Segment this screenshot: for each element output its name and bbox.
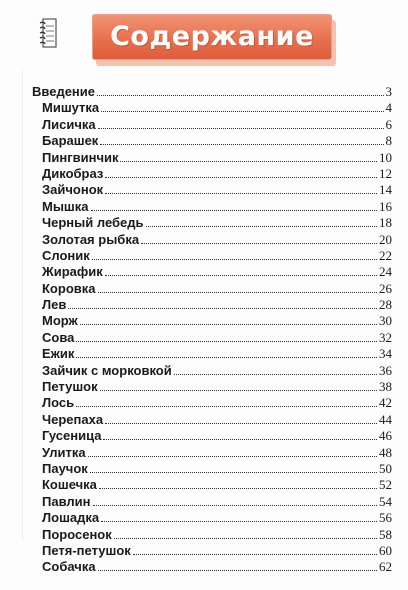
- toc-entry-title: Зайчик с морковкой: [42, 362, 172, 378]
- toc-entry: [32, 559, 392, 575]
- toc-entry-title: Лисичка: [42, 116, 96, 132]
- toc-entry: [32, 281, 392, 297]
- toc-entry: [32, 199, 392, 215]
- toc-leader-dots: [76, 356, 377, 358]
- toc-entry: [32, 445, 392, 461]
- toc-leader-dots: [92, 258, 377, 260]
- toc-entry: [32, 395, 392, 411]
- toc-entry-title: Коровка: [42, 280, 96, 296]
- toc-leader-dots: [90, 471, 377, 473]
- toc-leader-dots: [141, 242, 377, 244]
- toc-entry: [32, 150, 392, 166]
- toc-entry-title: Лошадка: [42, 510, 100, 526]
- toc-entry-page-number: 52: [379, 477, 392, 493]
- toc-entry: [32, 117, 392, 133]
- toc-entry: [32, 461, 392, 477]
- toc-entry: [32, 182, 392, 198]
- toc-entry-title: Морж: [42, 313, 78, 329]
- toc-entry-page-number: 28: [379, 297, 392, 313]
- toc-entry-page-number: 54: [379, 493, 392, 509]
- toc-leader-dots: [146, 225, 377, 227]
- toc-entry-title: Кошечка: [42, 477, 97, 493]
- toc-entry: [32, 543, 392, 559]
- toc-leader-dots: [114, 537, 377, 539]
- toc-entry-page-number: 10: [379, 149, 392, 165]
- toc-entry-title: Петушок: [42, 379, 98, 395]
- toc-entry-page-number: 18: [379, 215, 392, 231]
- toc-entry: [32, 527, 392, 543]
- toc-entry-title: Мишутка: [42, 100, 100, 116]
- toc-entry-page-number: 44: [379, 411, 392, 427]
- toc-entry-title: Введение: [32, 84, 95, 99]
- toc-entry-title: Черепаха: [42, 411, 104, 427]
- toc-leader-dots: [105, 422, 377, 424]
- toc-entry: [32, 412, 392, 428]
- toc-entry-page-number: 26: [379, 280, 392, 296]
- toc-entry-page-number: 62: [379, 559, 392, 575]
- toc-leader-dots: [76, 405, 377, 407]
- toc-entry-title: Гусеница: [42, 428, 102, 444]
- toc-entry: [32, 363, 392, 379]
- toc-entry: [32, 330, 392, 346]
- toc-leader-dots: [98, 291, 378, 293]
- toc-leader-dots: [98, 127, 384, 129]
- toc-entry-page-number: 3: [385, 84, 392, 99]
- toc-leader-dots: [100, 143, 383, 145]
- toc-leader-dots: [101, 520, 377, 522]
- toc-entry-title: Золотая рыбка: [42, 231, 140, 247]
- toc-entry-title: Лось: [42, 395, 75, 411]
- toc-entry-title: Пингвинчик: [42, 149, 119, 165]
- toc-entry: [32, 166, 392, 182]
- toc-entry-page-number: 20: [379, 231, 392, 247]
- toc-entry-page-number: 14: [379, 182, 392, 198]
- toc-entry: [32, 428, 392, 444]
- toc-entry-title: Поросенок: [42, 526, 112, 542]
- toc-leader-dots: [97, 94, 384, 96]
- toc-entry-page-number: 32: [379, 329, 392, 345]
- toc-leader-dots: [76, 340, 377, 342]
- toc-entry-title: Сова: [42, 329, 75, 345]
- toc-leader-dots: [80, 323, 377, 325]
- toc-entry-title: Улитка: [42, 444, 86, 460]
- toc-entry-title: Мышка: [42, 198, 89, 214]
- toc-entry-page-number: 60: [379, 542, 392, 558]
- toc-leader-dots: [98, 569, 377, 571]
- toc-entry-title: Жирафик: [42, 264, 103, 280]
- toc-leader-dots: [100, 389, 377, 391]
- toc-entry-page-number: 4: [385, 100, 392, 116]
- toc-leader-dots: [99, 487, 377, 489]
- toc-entry-title: Барашек: [42, 133, 99, 149]
- toc-entry: [32, 100, 392, 116]
- toc-entry: [32, 313, 392, 329]
- toc-leader-dots: [120, 160, 377, 162]
- toc-entry-page-number: 12: [379, 165, 392, 181]
- toc-entry: [32, 297, 392, 313]
- toc-entry-title: Павлин: [42, 493, 91, 509]
- toc-entry: [32, 346, 392, 362]
- toc-entry-title: Петя-петушок: [42, 542, 131, 558]
- toc-entry: [32, 264, 392, 280]
- toc-entry-title: Паучок: [42, 460, 88, 476]
- toc-leader-dots: [101, 110, 383, 112]
- toc-entry-title: Черный лебедь: [42, 215, 144, 231]
- toc-entry-page-number: 30: [379, 313, 392, 329]
- toc-leader-dots: [88, 455, 377, 457]
- toc-entry: [32, 248, 392, 264]
- toc-entry-page-number: 8: [385, 133, 392, 149]
- toc-entry-title: Дикобраз: [42, 165, 104, 181]
- table-of-contents: [32, 84, 392, 576]
- toc-leader-dots: [105, 192, 377, 194]
- toc-leader-dots: [91, 209, 377, 211]
- toc-entry-page-number: 6: [385, 116, 392, 132]
- toc-entry: [32, 215, 392, 231]
- toc-leader-dots: [105, 274, 377, 276]
- toc-entry-page-number: 36: [379, 362, 392, 378]
- toc-entry: [32, 84, 392, 100]
- toc-entry-page-number: 42: [379, 395, 392, 411]
- toc-entry-page-number: 34: [379, 346, 392, 362]
- toc-entry-page-number: 48: [379, 444, 392, 460]
- toc-entry: [32, 133, 392, 149]
- spiral-notebook-icon: [38, 17, 58, 49]
- toc-entry: [32, 494, 392, 510]
- margin-line: [22, 70, 23, 540]
- toc-entry-page-number: 22: [379, 247, 392, 263]
- toc-entry: [32, 510, 392, 526]
- toc-entry-page-number: 50: [379, 460, 392, 476]
- toc-entry-page-number: 38: [379, 379, 392, 395]
- toc-entry-title: Лев: [42, 297, 67, 313]
- toc-entry-page-number: 56: [379, 510, 392, 526]
- toc-entry: [32, 477, 392, 493]
- toc-leader-dots: [93, 504, 378, 506]
- toc-entry: [32, 379, 392, 395]
- title-banner: [92, 14, 332, 60]
- toc-leader-dots: [105, 176, 377, 178]
- toc-leader-dots: [103, 438, 377, 440]
- toc-entry-title: Ежик: [42, 346, 75, 362]
- toc-entry-title: Собачка: [42, 559, 96, 575]
- page-title: Содержание: [110, 21, 314, 52]
- toc-entry-page-number: 16: [379, 198, 392, 214]
- toc-entry-title: Слоник: [42, 247, 90, 263]
- toc-leader-dots: [68, 307, 377, 309]
- toc-leader-dots: [133, 553, 377, 555]
- toc-entry-title: Зайчонок: [42, 182, 104, 198]
- toc-entry-page-number: 58: [379, 526, 392, 542]
- toc-leader-dots: [174, 373, 377, 375]
- toc-entry: [32, 232, 392, 248]
- toc-entry-page-number: 46: [379, 428, 392, 444]
- toc-entry-page-number: 24: [379, 264, 392, 280]
